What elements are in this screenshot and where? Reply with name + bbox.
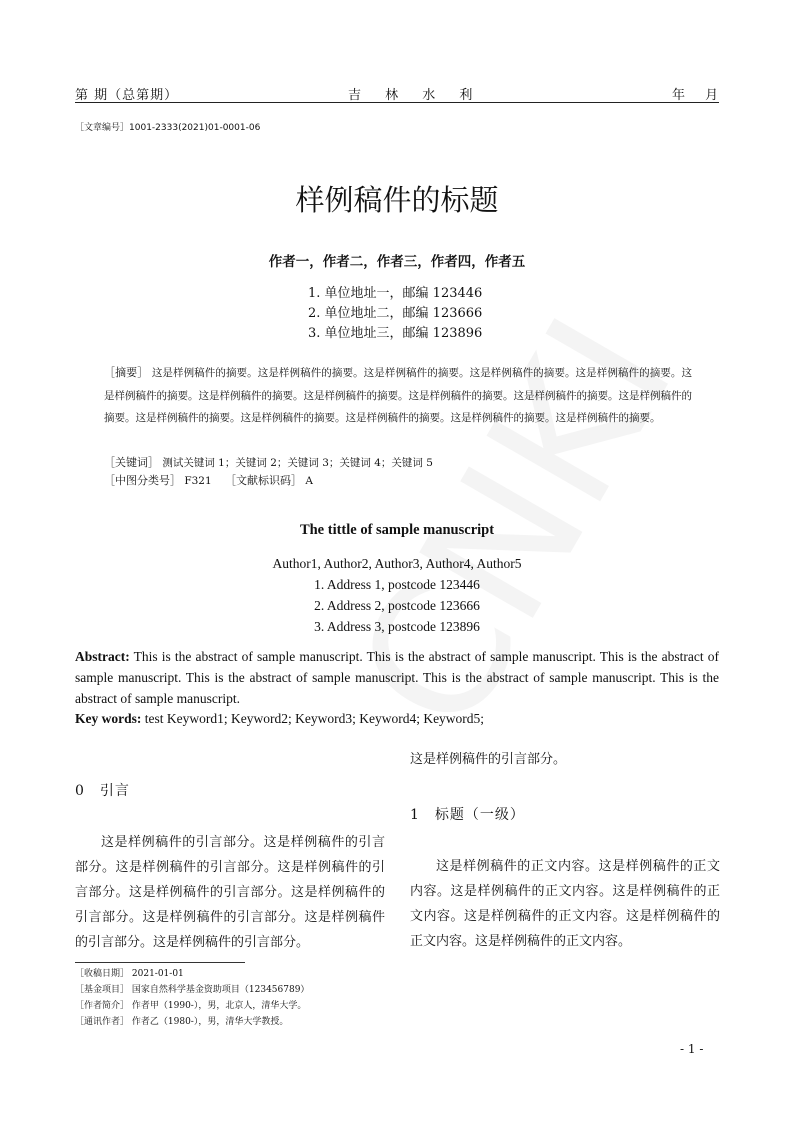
clc-value: F321 [184, 475, 212, 487]
doc-code-value: A [305, 475, 313, 487]
footnote-text: 国家自然科学基金资助项目（123456789） [131, 985, 310, 995]
footnote-text: 2021-01-01 [131, 969, 184, 979]
cn-affiliation-3: 3. 单位地址三，邮编 123896 [308, 326, 483, 341]
cn-abstract-label: ［摘要］ [104, 366, 149, 379]
en-abstract [75, 646, 719, 709]
footnote-text: 作者甲（1990-），男，北京人，清华大学。 [131, 1001, 307, 1011]
en-abstract-text: This is the abstract of sample manuscript. This is the abstract of sample manuscript. This is the abstract of sample manuscript. This is the abstract of sample manuscript. This is the abstract of sample manuscript. This is the abstract of sample manuscript. [75, 649, 719, 706]
footnote-text: 作者乙（1980-），男，清华大学教授。 [131, 1017, 289, 1027]
header-rule [75, 102, 719, 103]
en-keywords-text: test Keyword1; Keyword2; Keyword3; Keyword4; Keyword5; [144, 711, 485, 726]
section-1-heading: 1 标题（一级） [410, 807, 525, 823]
en-affiliation-1: 1. Address 1, postcode 123446 [314, 577, 480, 592]
running-header-date: 年 月 [672, 88, 727, 103]
en-authors: Author1, Author2, Author3, Author4, Author5 [272, 556, 522, 571]
right-column-continuation: 这是样例稿件的引言部分。 [410, 752, 567, 767]
footnote-label: ［基金项目］ [75, 985, 130, 995]
en-abstract-label: Abstract: [75, 649, 130, 664]
footnote-corresponding [75, 1014, 288, 1031]
section-1-text: 这是样例稿件的正文内容。这是样例稿件的正文内容。这是样例稿件的正文内容。这是样例稿件的正文内容。这是样例稿件的正文内容。这是样例稿件的正文内容。这是样例稿件的正文内容。 [410, 859, 720, 949]
footnote-label: ［收稿日期］ [75, 969, 130, 979]
article-number-label: ［文章编号］ [75, 123, 130, 133]
cn-abstract-text: 这是样例稿件的摘要。这是样例稿件的摘要。这是样例稿件的摘要。这是样例稿件的摘要。这是样例稿件的摘要。这是样例稿件的摘要。这是样例稿件的摘要。这是样例稿件的摘要。这是样例稿件的摘要。这是样例稿件的摘要。这是样例稿件的摘要。这是样例稿件的摘要。这是样例稿件的摘要。这是样例稿件的摘要。这是样例稿件的摘要。这是样例稿件的摘要。 [104, 367, 692, 424]
cn-keywords-text: 测试关键词 1；关键词 2；关键词 3；关键词 4；关键词 5 [162, 457, 433, 469]
running-header-issue: 第 期（总第期） [75, 88, 179, 103]
article-number [75, 120, 260, 133]
cn-classification [104, 470, 692, 493]
clc-label: ［中图分类号］ [104, 474, 181, 487]
section-0-text: 这是样例稿件的引言部分。这是样例稿件的引言部分。这是样例稿件的引言部分。这是样例稿件的引言部分。这是样例稿件的引言部分。这是样例稿件的引言部分。这是样例稿件的引言部分。这是样例稿件的引言部分。这是样例稿件的引言部分。 [75, 835, 385, 950]
running-header-journal: 吉 林 水 利 [348, 88, 483, 103]
cn-abstract [104, 362, 692, 430]
page-number: - 1 - [680, 1042, 704, 1056]
cn-affiliation-2: 2. 单位地址二，邮编 123666 [308, 306, 483, 321]
page-title: 样例稿件的标题 [295, 183, 499, 217]
en-title: The tittle of sample manuscript [299, 522, 495, 538]
footnote-label: ［通讯作者］ [75, 1017, 130, 1027]
en-affiliation-2: 2. Address 2, postcode 123666 [314, 598, 480, 613]
footnote-fund [75, 982, 309, 999]
cn-affiliation-1: 1. 单位地址一，邮编 123446 [308, 286, 483, 301]
footnote-rule [75, 962, 245, 963]
en-keywords [75, 711, 484, 727]
footnote-label: ［作者简介］ [75, 1001, 130, 1011]
en-affiliation-3: 3. Address 3, postcode 123896 [314, 619, 480, 634]
section-0-heading: 0 引言 [75, 783, 130, 799]
doc-code-label: ［文献标识码］ [225, 474, 303, 487]
en-keywords-label: Key words: [75, 711, 142, 726]
cn-keywords-label: ［关键词］ [104, 456, 159, 469]
footnote-author-bio [75, 998, 306, 1015]
article-number-value: 1001-2333(2021)01-0001-06 [129, 123, 261, 133]
footnote-received [75, 966, 184, 983]
cn-authors: 作者一，作者二，作者三，作者四，作者五 [268, 254, 526, 270]
